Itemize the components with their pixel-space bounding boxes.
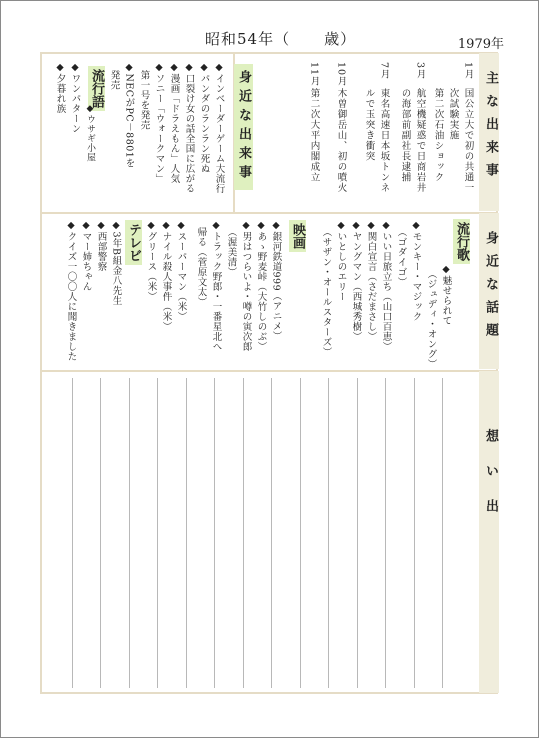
writing-rule — [243, 378, 244, 688]
terebi-item-3: ◆マー姉ちゃん — [80, 220, 92, 292]
ryukoka-item-2: （ジュディ・オング） — [425, 269, 437, 369]
event-6-line1: 第二次大平内閣成立 — [308, 88, 320, 183]
nearby-item-8: 発売 — [108, 70, 120, 90]
event-6-month: 11月 — [308, 62, 320, 87]
ryukogo-item-1: ◆ウサギ小屋 — [85, 104, 95, 162]
event-4-line1: 東名高速日本坂トンネ — [378, 88, 390, 193]
event-1-line1: 国公立大で初の共通一 — [462, 88, 474, 193]
nearby-item-5: ◆ソニー「ウォークマン」 — [153, 62, 165, 184]
event-4-month: 7月 — [378, 62, 390, 80]
ryukoka-item-1: ◆魅せられて — [440, 264, 452, 326]
ryukoka-item-5: ◆いい日旅立ち（山口百恵） — [380, 220, 392, 352]
main-events-label-bg — [479, 53, 499, 211]
divider-1 — [40, 212, 498, 214]
terebi-item-7: ◆グリース（米） — [145, 220, 157, 302]
title-suffix: 歳） — [324, 30, 357, 48]
year-label: 1979年 — [457, 37, 504, 52]
nearby-item-1: ◆インベーダーゲーム大流行 — [213, 62, 225, 194]
eiga-label: 映画 — [289, 220, 306, 252]
ryukoka-item-8: ◆いとしのエリー — [335, 220, 347, 302]
ryukoka-item-6: ◆関白宣言（さだまさし） — [365, 220, 377, 342]
event-3-line1: 航空機疑惑で日商岩井 — [414, 88, 426, 193]
writing-rule — [357, 378, 358, 688]
event-1-month: 1月 — [462, 62, 474, 80]
page-frame — [40, 52, 498, 694]
writing-rule — [385, 378, 386, 688]
writing-rule — [442, 378, 443, 688]
memories-label: 想い出 — [483, 429, 498, 534]
eiga-item-2: ◆あゝ野麦峠（大竹しのぶ） — [255, 220, 267, 352]
writing-rule — [328, 378, 329, 688]
eiga-item-3: ◆男はつらいよ・噂の寅次郎 — [240, 220, 252, 352]
eiga-item-4: （渥美清） — [225, 227, 237, 277]
writing-rule — [186, 378, 187, 688]
eiga-item-1: ◆銀河鉄道999（アニメ） — [270, 220, 282, 342]
nearby-item-2: ◆パンダのランラン死ぬ — [198, 62, 210, 174]
event-5-line1: 木曽御岳山、初の噴火 — [335, 88, 347, 193]
writing-rule — [100, 378, 101, 688]
event-5-month: 10月 — [335, 62, 347, 87]
title-prefix: 昭和54年（ — [205, 30, 291, 48]
ryukoka-item-7: ◆ヤングマン（西城秀樹） — [350, 220, 362, 342]
nearby-label: 身近な出来事 — [234, 64, 253, 190]
writing-rule — [300, 378, 301, 688]
main-events-label: 主な出来事 — [483, 71, 498, 186]
ryukoka-item-4: （ゴダイゴ） — [395, 227, 407, 287]
writing-rule — [271, 378, 272, 688]
writing-rule — [414, 378, 415, 688]
ryukoka-label: 流行歌 — [453, 219, 470, 264]
nearby-item-3: ◆口裂け女の話全国に広がる — [183, 62, 195, 194]
terebi-item-6: ◆ナイル殺人事件（米） — [160, 220, 172, 332]
ryukoka-item-9: （サザン・オールスターズ） — [320, 227, 332, 357]
writing-rule — [157, 378, 158, 688]
terebi-item-4: ◆クイズ一〇〇人に聞きました — [65, 220, 77, 362]
writing-rule — [129, 378, 130, 688]
nearby-item-4: ◆漫画「ドラえもん」人気 — [168, 62, 180, 184]
eiga-item-5: ◆トラック野郎・一番星北へ — [210, 220, 222, 352]
ryukogo-item-2: ◆ワンパターン — [69, 62, 81, 134]
event-4-line2: ルで玉突き衝突 — [363, 88, 375, 162]
nearby-topics-label: 身近な話題 — [483, 231, 498, 346]
divider-2 — [40, 370, 498, 372]
nearby-topics-label-bg — [479, 213, 499, 369]
ryukogo-label: 流行語 — [88, 66, 105, 111]
terebi-item-2: ◆西部警察 — [95, 220, 107, 272]
event-3-line2: の海部前副社長逮捕 — [399, 88, 411, 183]
ryukogo-item-3: ◆夕暮れ族 — [54, 62, 66, 114]
nearby-item-6: 第一号を発売 — [138, 70, 150, 130]
terebi-item-1: ◆3年B組金八先生 — [110, 220, 122, 306]
page-title — [205, 28, 356, 49]
writing-rule — [72, 378, 73, 688]
ryukoka-item-3: ◆モンキー・マジック — [410, 220, 422, 322]
eiga-item-6: 帰る（菅原文太） — [195, 227, 207, 307]
event-2-line1: 第二次石油ショック — [432, 88, 444, 183]
event-1-line2: 次試験実施 — [447, 88, 459, 141]
terebi-label: テレビ — [125, 220, 142, 265]
memories-label-bg — [479, 371, 499, 693]
event-3-month: 3月 — [414, 62, 426, 80]
terebi-item-5: ◆スーパーマン（米） — [175, 220, 187, 322]
writing-rule — [214, 378, 215, 688]
nearby-item-7: ◆NECがPC－8801を — [123, 62, 135, 169]
